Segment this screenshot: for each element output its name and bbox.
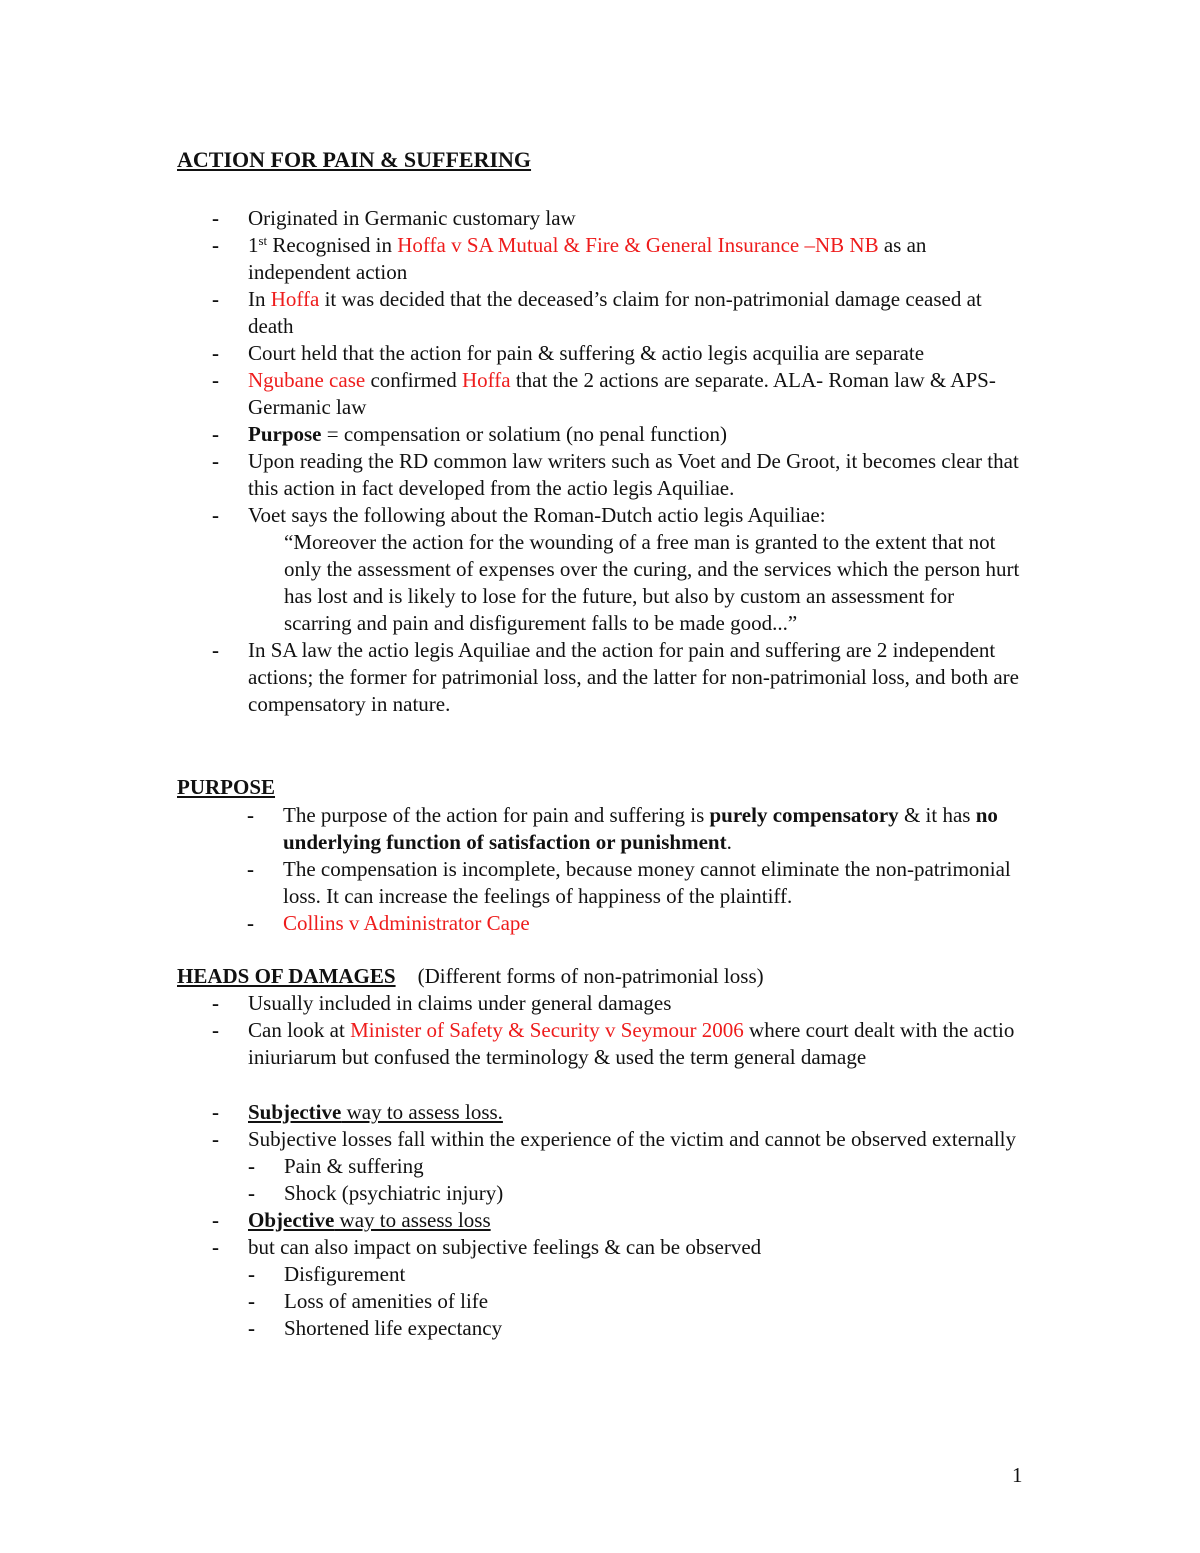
subjective-sub-list <box>248 1153 1027 1207</box>
bullet-dash-icon: - <box>248 1316 255 1340</box>
heads-bullet-list <box>212 990 1027 1071</box>
list-item: - Purpose = compensation or solatium (no penal function) <box>212 422 728 446</box>
assessment-bullet-list <box>212 1099 1027 1342</box>
list-item: - The purpose of the action for pain and suffering is purely compensatory & it has no underlying function of satisfaction or punishment. <box>247 803 998 854</box>
list-item: - but can also impact on subjective feelings & can be observed <box>212 1235 762 1259</box>
bullet-dash-icon: - <box>248 1289 255 1313</box>
list-item: - Loss of amenities of life <box>248 1289 489 1313</box>
list-item: - 1st Recognised in Hoffa v SA Mutual & Fire & General Insurance –NB NB as an independent action <box>212 233 927 284</box>
list-item: - Disfigurement <box>248 1262 406 1286</box>
list-item: - Subjective losses fall within the experience of the victim and cannot be observed externally <box>212 1127 1016 1151</box>
list-item: - Upon reading the RD common law writers such as Voet and De Groot, it becomes clear that this action in fact developed from the actio legis Aquiliae. <box>212 449 1019 500</box>
bullet-dash-icon: - <box>212 1100 219 1124</box>
bullet-dash-icon: - <box>212 287 219 311</box>
case-citation: Hoffa <box>270 287 320 311</box>
heads-of-damages-heading: HEADS OF DAMAGES (Different forms of non-patrimonial loss) <box>177 964 764 988</box>
intro-bullet-list <box>212 205 1022 718</box>
list-item: - Court held that the action for pain & suffering & actio legis acquilia are separate <box>212 341 925 365</box>
bullet-dash-icon: - <box>212 341 219 365</box>
list-item: - In SA law the actio legis Aquiliae and the action for pain and suffering are 2 independent actions; the former for patrimonial loss, and the latter for non-patrimonial loss, and both are compensatory in nature. <box>212 638 1019 716</box>
list-item <box>247 910 1027 937</box>
list-item: - Subjective way to assess loss. <box>212 1100 503 1124</box>
bullet-dash-icon: - <box>247 803 254 827</box>
purpose-bullet-list <box>247 802 1027 937</box>
list-item: - Objective way to assess loss <box>212 1208 491 1232</box>
bullet-dash-icon: - <box>247 911 254 935</box>
bullet-dash-icon: - <box>212 503 219 527</box>
bullet-dash-icon: - <box>212 991 219 1015</box>
bullet-dash-icon: - <box>212 422 219 446</box>
bullet-dash-icon: - <box>247 857 254 881</box>
bullet-dash-icon: - <box>212 1018 219 1042</box>
bullet-dash-icon: - <box>248 1154 255 1178</box>
bullet-dash-icon: - <box>248 1181 255 1205</box>
document-title: ACTION FOR PAIN & SUFFERING <box>177 147 532 172</box>
list-item: - In Hoffa it was decided that the deceased’s claim for non-patrimonial damage ceased at death <box>212 287 982 338</box>
list-item: - Pain & suffering <box>248 1154 424 1178</box>
list-item: - Voet says the following about the Roman-Dutch actio legis Aquiliae: “Moreover the action for the wounding of a free man is granted to the extent that not only the assessment of expenses over the curing, and the services which the person hurt has lost and is likely to lose for the future, but also by custom an assessment for scarring and pain and disfigurement falls to be made good...” <box>212 502 1022 637</box>
bullet-dash-icon: - <box>212 1208 219 1232</box>
list-item: - Usually included in claims under general damages <box>212 991 672 1015</box>
list-item: - Ngubane case confirmed Hoffa that the 2 actions are separate. ALA- Roman law & APS- Germanic law <box>212 368 996 419</box>
list-item: - Shock (psychiatric injury) <box>248 1181 504 1205</box>
list-item: - The compensation is incomplete, because money cannot eliminate the non-patrimonial loss. It can increase the feelings of happiness of the plaintiff. <box>247 857 1011 908</box>
objective-sub-list <box>248 1261 1027 1342</box>
bullet-dash-icon: - <box>212 449 219 473</box>
list-item: - Can look at Minister of Safety & Security v Seymour 2006 where court dealt with the actio iniuriarum but confused the terminology & used the term general damage <box>212 1018 1015 1069</box>
bullet-dash-icon: - <box>248 1262 255 1286</box>
case-citation: Ngubane case <box>248 368 366 392</box>
bullet-dash-icon: - <box>212 233 219 257</box>
purpose-heading: PURPOSE <box>177 775 276 799</box>
list-item: - Originated in Germanic customary law <box>212 206 576 230</box>
voet-quote: “Moreover the action for the wounding of a free man is granted to the extent that not only the assessment of expenses over the curing, and the services which the person hurt has lost and is likely to lose for the future, but also by custom an assessment for scarring and pain and disfigurement falls to be made good...” <box>284 530 1020 635</box>
case-citation: Hoffa <box>462 368 511 392</box>
bullet-dash-icon: - <box>212 1127 219 1151</box>
case-citation: Hoffa v SA Mutual & Fire & General Insurance –NB NB <box>397 233 879 257</box>
bullet-dash-icon: - <box>212 1235 219 1259</box>
bullet-dash-icon: - <box>212 638 219 662</box>
list-item: - Shortened life expectancy <box>248 1316 503 1340</box>
bullet-dash-icon: - <box>212 368 219 392</box>
page-number: 1 <box>1012 1463 1023 1487</box>
heads-of-damages-note: (Different forms of non-patrimonial loss) <box>417 964 764 988</box>
case-citation: Collins v Administrator Cape <box>283 911 530 935</box>
case-citation: Minister of Safety & Security v Seymour 2006 <box>350 1018 744 1042</box>
bullet-dash-icon: - <box>212 206 219 230</box>
